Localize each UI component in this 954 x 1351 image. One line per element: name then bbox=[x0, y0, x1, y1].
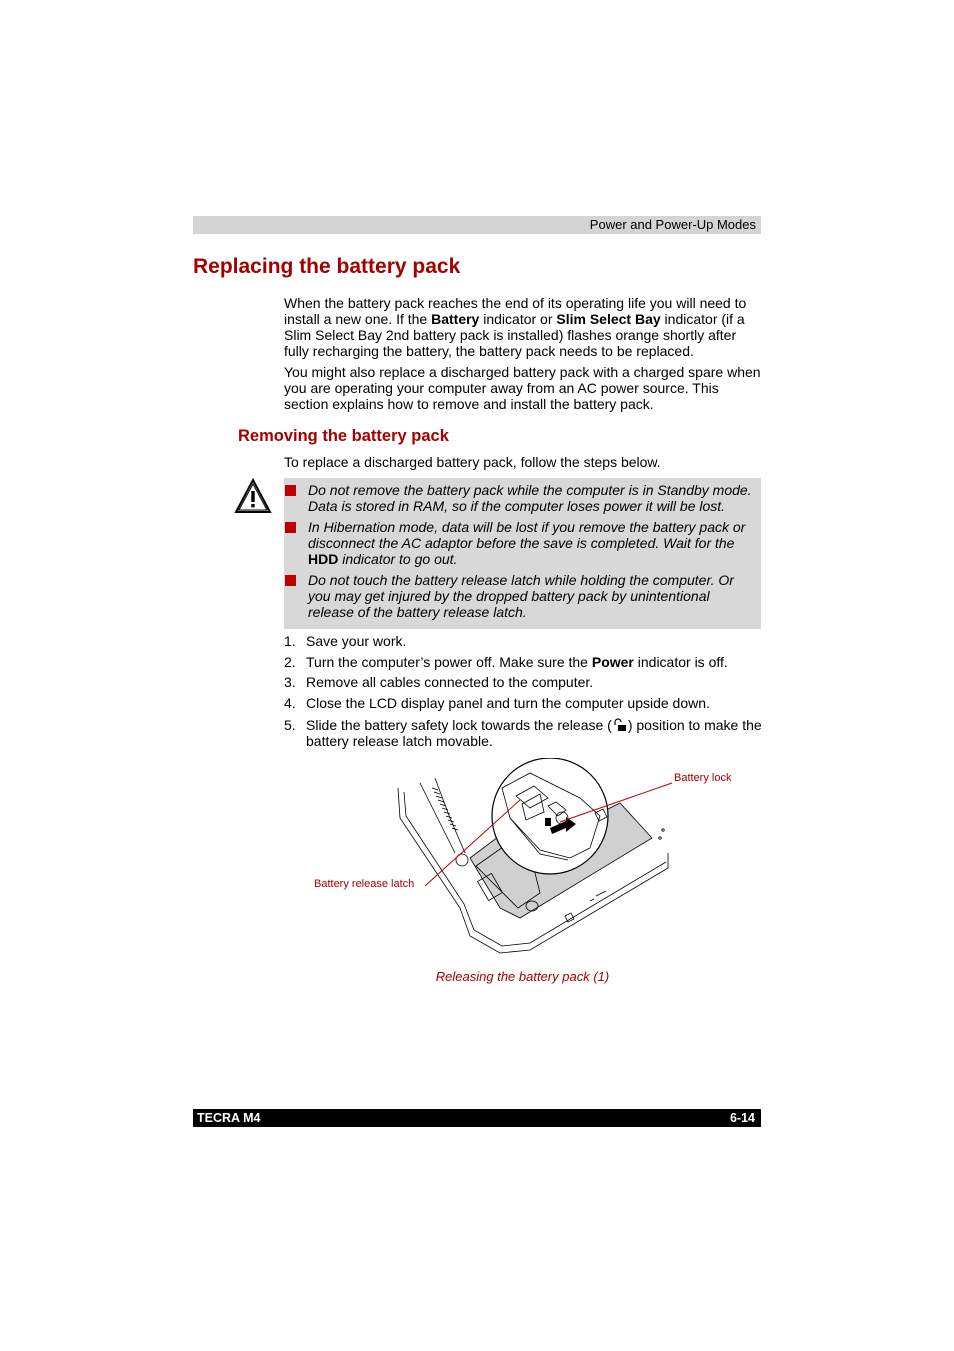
page-footer bbox=[193, 1109, 761, 1127]
bullet-square-icon bbox=[285, 522, 296, 533]
intro-paragraph-1: When the battery pack reaches the end of its operating life you will need to install a new one. If the Battery indicator or Slim Select Bay indicator (if a Slim Select Bay 2nd battery pack is installed) flashes orange shortly after fully recharging the battery, the battery pack needs to be replaced. bbox=[284, 295, 747, 359]
callout-leaders bbox=[420, 770, 680, 890]
bullet-square-icon bbox=[285, 485, 296, 496]
footer-product-name: TECRA M4 bbox=[197, 1111, 261, 1125]
warning-triangle-icon bbox=[234, 478, 272, 516]
header-section-title: Power and Power-Up Modes bbox=[589, 217, 756, 232]
intro-paragraph-2: You might also replace a discharged battery pack with a charged spare when you are operating your computer away from an AC power source. This section explains how to remove and install the battery pack. bbox=[284, 364, 761, 412]
page-header bbox=[193, 216, 761, 234]
lead-paragraph: To replace a discharged battery pack, follow the steps below. bbox=[284, 454, 661, 470]
callout-battery-release-latch: Battery release latch bbox=[314, 878, 415, 890]
figure-caption: Releasing the battery pack (1) bbox=[435, 969, 610, 984]
caution-box: Do not remove the battery pack while the computer is in Standby mode. Data is stored in RAM, so if the computer loses power it will be lost. In Hibernation mode, data will be lost if you remove the battery pack or disconnect the AC adaptor before the save is completed. Wait for the HDD indicator to go out. Do not touch the battery release latch while holding the computer. Or you may get injured by the dropped battery pack by unintentional release of the battery release latch. bbox=[284, 478, 761, 629]
callout-battery-lock: Battery lock bbox=[674, 772, 732, 784]
section-heading: Removing the battery pack bbox=[238, 427, 449, 445]
page-title: Replacing the battery pack bbox=[193, 255, 461, 278]
bullet-square-icon bbox=[285, 575, 296, 586]
unlock-icon bbox=[612, 718, 628, 732]
page-number: 6-14 bbox=[729, 1111, 755, 1125]
